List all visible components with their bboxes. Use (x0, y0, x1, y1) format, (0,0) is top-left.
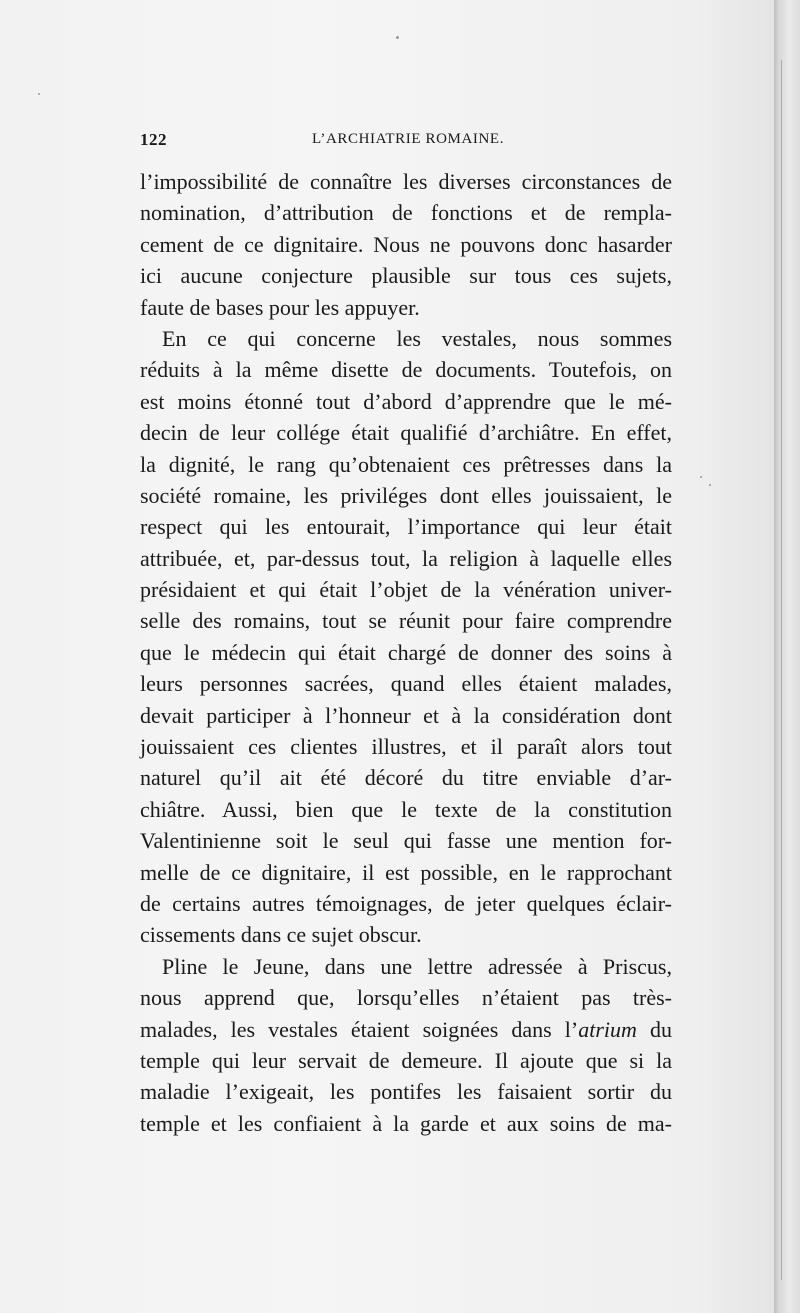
text-line: faute de bases pour les appuyer. (140, 294, 420, 320)
ink-speck (38, 93, 40, 95)
text-line: Valentinienne soit le seul qui fasse une mention for- (140, 828, 672, 854)
text-line: decin de leur collége était qualifié d’archiâtre. En effet, (140, 420, 672, 446)
text-line: l’impossibilité de connaître les diverses circonstances de (140, 169, 672, 194)
text-line: ici aucune conjecture plausible sur tous ces sujets, (140, 263, 672, 289)
running-title: L’ARCHIATRIE ROMAINE. (312, 131, 505, 147)
text-line: respect qui les entourait, l’importance qui leur était (140, 514, 672, 540)
text-line: selle des romains, tout se réunit pour faire comprendre (140, 608, 672, 634)
text-line: jouissaient ces clientes illustres, et il paraît alors tout (140, 734, 672, 760)
text-line: société romaine, les priviléges dont elles jouissaient, le (140, 482, 672, 508)
text-line: leurs personnes sacrées, quand elles étaient malades, (140, 671, 672, 697)
text-line: présidaient et qui était l’objet de la vénération univer- (140, 577, 672, 603)
text-line-with-italic (140, 1014, 672, 1045)
page-edge-shadow (774, 0, 800, 1313)
text-line: En ce qui concerne les vestales, nous sommes (162, 325, 672, 351)
running-head (140, 130, 670, 154)
text-line: cement de ce dignitaire. Nous ne pouvons donc hasarder (140, 231, 672, 257)
text-line: melle de ce dignitaire, il est possible, en le rapprochant (140, 859, 672, 885)
ink-speck (709, 484, 711, 486)
text-span: du (636, 1016, 673, 1042)
text-line: réduits à la même disette de documents. Toutefois, on (140, 357, 672, 383)
text-line: temple et les confiaient à la garde et aux soins de ma- (140, 1110, 672, 1136)
text-line: nomination, d’attribution de fonctions et de rempla- (140, 200, 672, 226)
text-line: est moins étonné tout d’abord d’apprendre que le mé- (140, 388, 672, 414)
text-line: naturel qu’il ait été décoré du titre enviable d’ar- (140, 765, 672, 791)
text-line: chiâtre. Aussi, bien que le texte de la constitution (140, 796, 672, 822)
page-edge-line (781, 60, 782, 1280)
text-line: maladie l’exigeait, les pontifes les faisaient sortir du (140, 1079, 672, 1105)
text-line: la dignité, le rang qu’obtenaient ces prêtresses dans la (140, 451, 672, 477)
page-number: 122 (140, 130, 167, 149)
text-line: attribuée, et, par-dessus tout, la religion à laquelle elles (140, 545, 672, 571)
text-line: nous apprend que, lorsqu’elles n’étaient pas très- (140, 985, 672, 1011)
italic-term: atrium (578, 1016, 637, 1042)
text-line: devait participer à l’honneur et à la considération dont (140, 702, 672, 728)
text-line: Pline le Jeune, dans une lettre adressée à Priscus, (162, 953, 672, 979)
body-text (140, 166, 672, 1139)
text-line: temple qui leur servait de demeure. Il ajoute que si la (140, 1047, 672, 1073)
text-line: cissements dans ce sujet obscur. (140, 922, 422, 948)
text-span: malades, les vestales étaient soignées dans l’ (140, 1016, 579, 1042)
ink-speck (700, 476, 702, 478)
text-line: de certains autres témoignages, de jeter quelques éclair- (140, 890, 672, 916)
text-line: que le médecin qui était chargé de donner des soins à (140, 639, 672, 665)
ink-speck (396, 36, 399, 39)
